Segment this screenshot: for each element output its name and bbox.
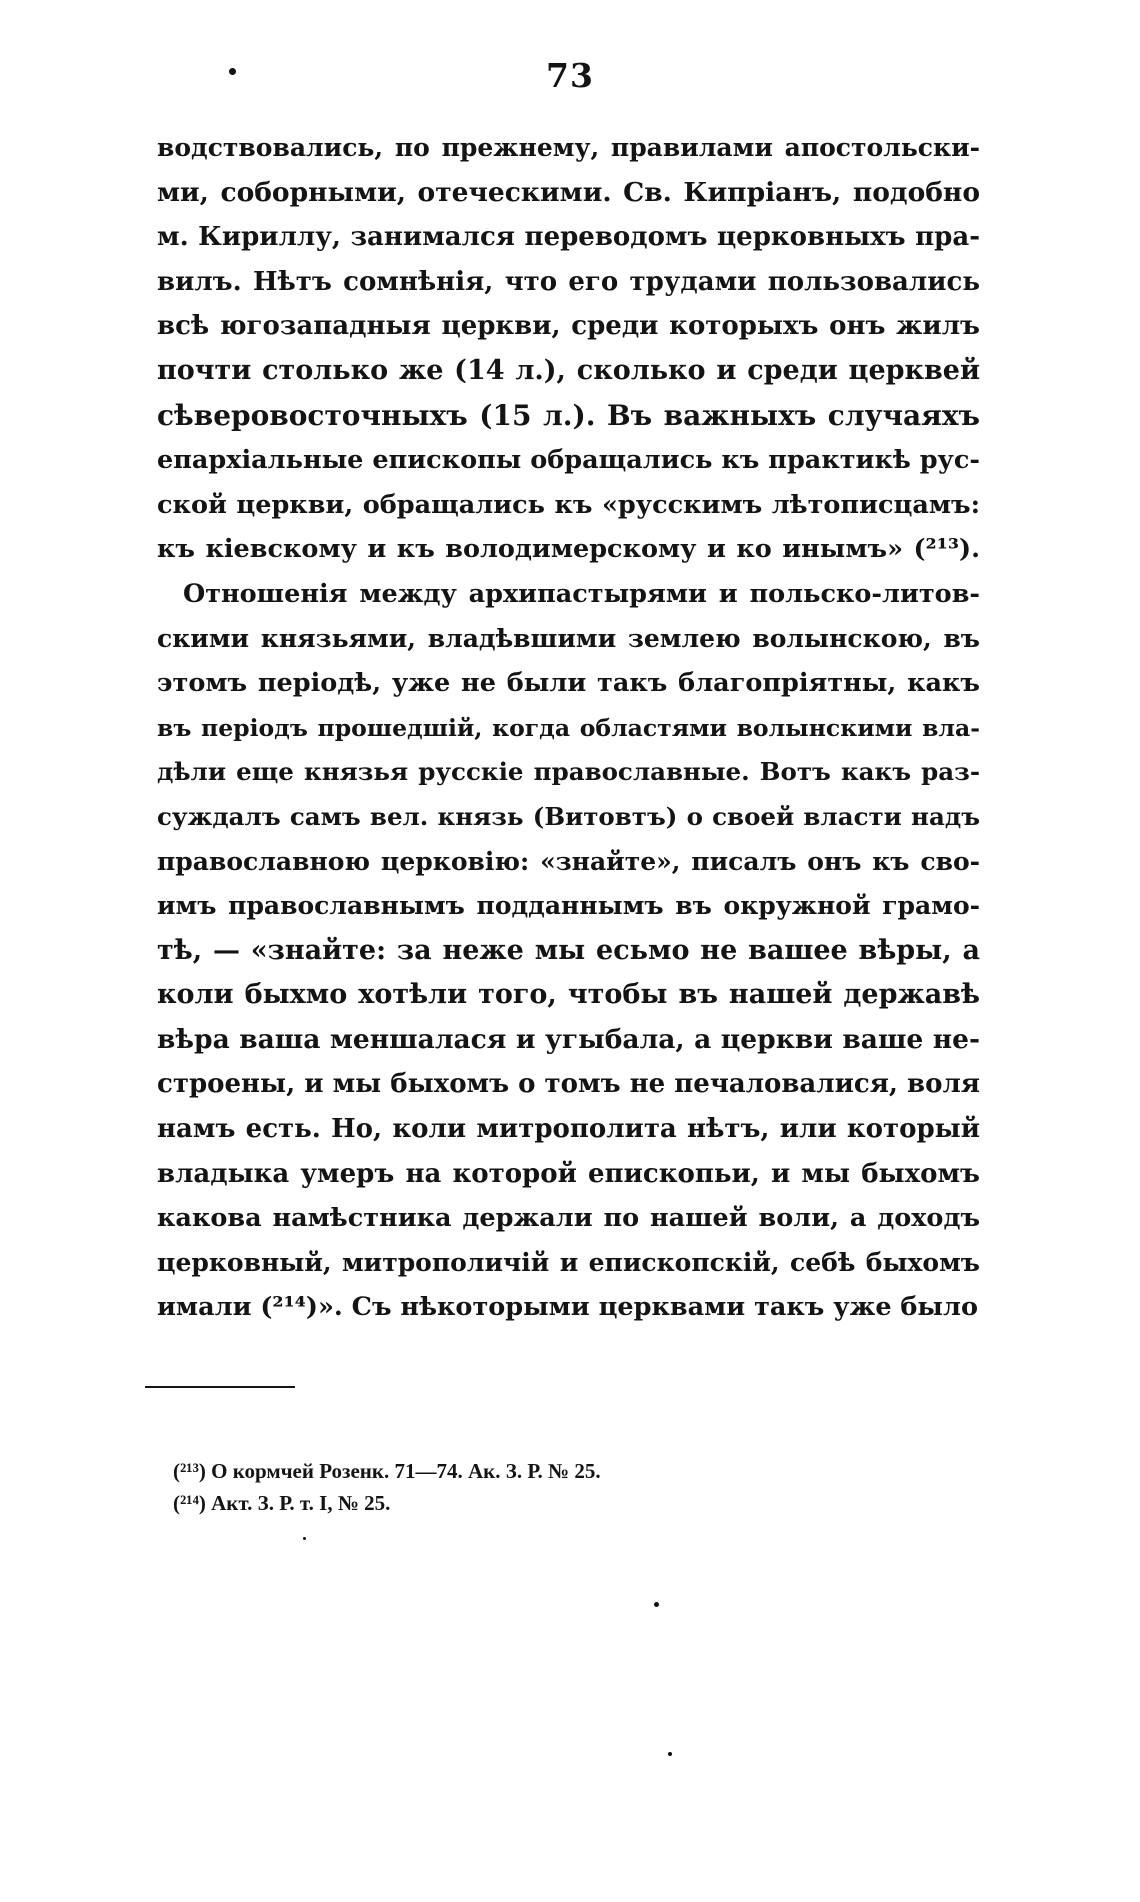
paragraph-2 [157,572,980,1330]
text-line: почти столько же (14 л.), сколько и среди церквей [157,354,980,386]
text-line: дѣли еще князья русскіе православные. Вотъ какъ раз- [157,757,980,787]
text-line: строены, и мы быхомъ о томъ не печаловалися, воля [157,1069,980,1100]
text-line: имъ православнымъ подданнымъ въ окружной грамо- [157,891,980,921]
text-line: тѣ, — «знайте: за неже мы есьмо не вашее вѣры, а [157,934,980,966]
text-line: ми, соборными, отеческими. Св. Кипріанъ, подобно [157,176,980,208]
text-line: къ кіевскому и къ володимерскому и ко инымъ» (²¹³). [157,534,980,565]
text-line: епархіальные епископы обращались къ практикѣ рус- [157,445,980,476]
text-line: сѣверовосточныхъ (15 л.). Въ важныхъ случаяхъ [157,398,980,432]
text-line: всѣ югозападныя церкви, среди которыхъ онъ жилъ [157,311,980,342]
scan-speck [654,1602,659,1607]
text-line: владыка умеръ на которой епископьи, и мы быхомъ [157,1158,980,1189]
text-line: намъ есть. Но, коли митрополита нѣтъ, или который [157,1114,980,1145]
footnote-213: (²¹³) О кормчей Розенк. 71—74. Ак. З. Р. № 25. [173,1459,601,1483]
main-text [157,126,980,1330]
text-line: скими князьями, владѣвшими землею волынскою, въ [157,623,980,653]
scan-speck [303,1537,306,1540]
text-line: водствовались, по прежнему, правилами апостольски- [157,133,980,162]
text-line: православною церковію: «знайте», писалъ онъ къ сво- [157,846,980,876]
text-line: вилъ. Нѣтъ сомнѣнія, что его трудами пользовались [157,266,980,297]
text-line: Отношенія между архипастырями и польско-литов- [183,578,980,609]
text-line: м. Кириллу, занимался переводомъ церковныхъ пра- [157,222,980,253]
text-line: церковный, митрополичій и епископскій, себѣ быхомъ [157,1247,980,1277]
footnote-214: (²¹⁴) Акт. З. Р. т. I, № 25. [173,1491,391,1515]
page-number: 73 [546,56,594,95]
footnotes [173,1455,873,1519]
text-line: суждалъ самъ вел. князь (Витовтъ) о своей власти надъ [157,801,980,831]
scan-speck [229,68,236,75]
text-line: имали (²¹⁴)». Съ нѣкоторыми церквами такъ уже было [157,1292,978,1323]
text-line: этомъ періодѣ, уже не были такъ благопріятны, какъ [157,668,980,699]
scan-speck [668,1752,672,1756]
paragraph-1 [157,126,980,572]
text-line: вѣра ваша меншалася и угыбала, а церкви ваше не- [157,1023,980,1055]
text-line: въ періодъ прошедшій, когда областями волынскими вла- [157,713,980,742]
text-line: ской церкви, обращались къ «русскимъ лѣтописцамъ: [157,489,980,520]
text-line: коли быхмо хотѣли того, чтобы въ нашей державѣ [157,979,980,1011]
text-line: какова намѣстника держали по нашей воли, а доходъ [157,1203,980,1234]
footnote-divider [145,1386,295,1388]
